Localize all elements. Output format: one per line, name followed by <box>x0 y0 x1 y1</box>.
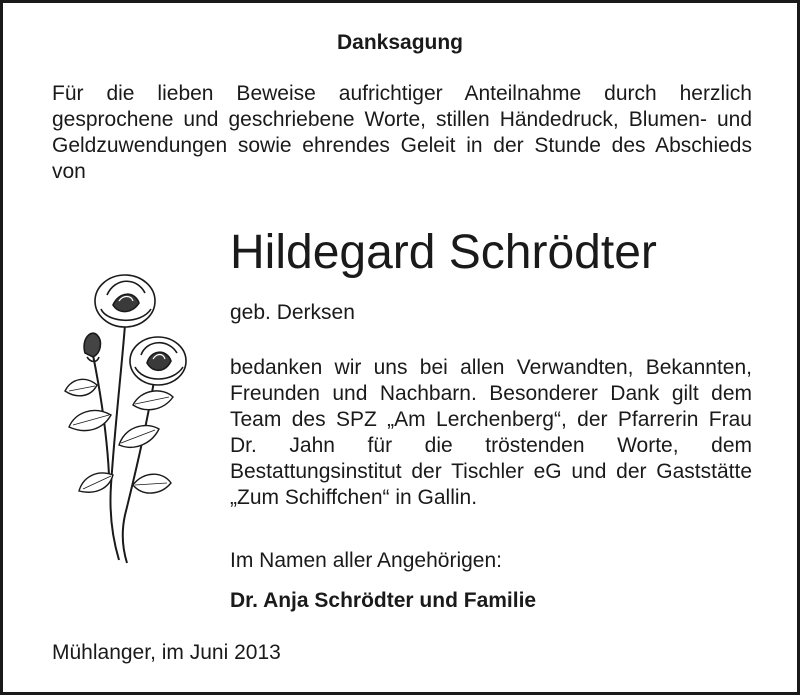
place-date: Mühlanger, im Juni 2013 <box>52 641 281 664</box>
notice-heading: Danksagung <box>336 31 464 54</box>
on-behalf-line: Im Namen aller Angehörigen: <box>230 549 502 572</box>
birth-name: geb. Derksen <box>230 301 355 324</box>
deceased-name: Hildegard Schrödter <box>230 226 657 279</box>
signature: Dr. Anja Schrödter und Familie <box>230 589 537 612</box>
intro-paragraph: Für die lieben Beweise aufrichtiger Anteilnahme durch herzlich gesprochene und geschriebene Worte, stillen Händedruck, Blumen- und Geldzuwendungen sowie ehrendes Geleit in der Stunde des Abschieds von <box>52 82 752 183</box>
thanks-paragraph: bedanken wir uns bei allen Verwandten, Bekannten, Freunden und Nachbarn. Besonderer Dank gilt dem Team des SPZ „Am Lerchenberg“, der Pfarrerin Frau Dr. Jahn für die tröstenden Worte, dem Bestattungsinstitut der Tischler eG und der Gaststätte „Zum Schiffchen“ in Gallin. <box>230 356 752 509</box>
rose-illustration-icon <box>63 265 193 565</box>
